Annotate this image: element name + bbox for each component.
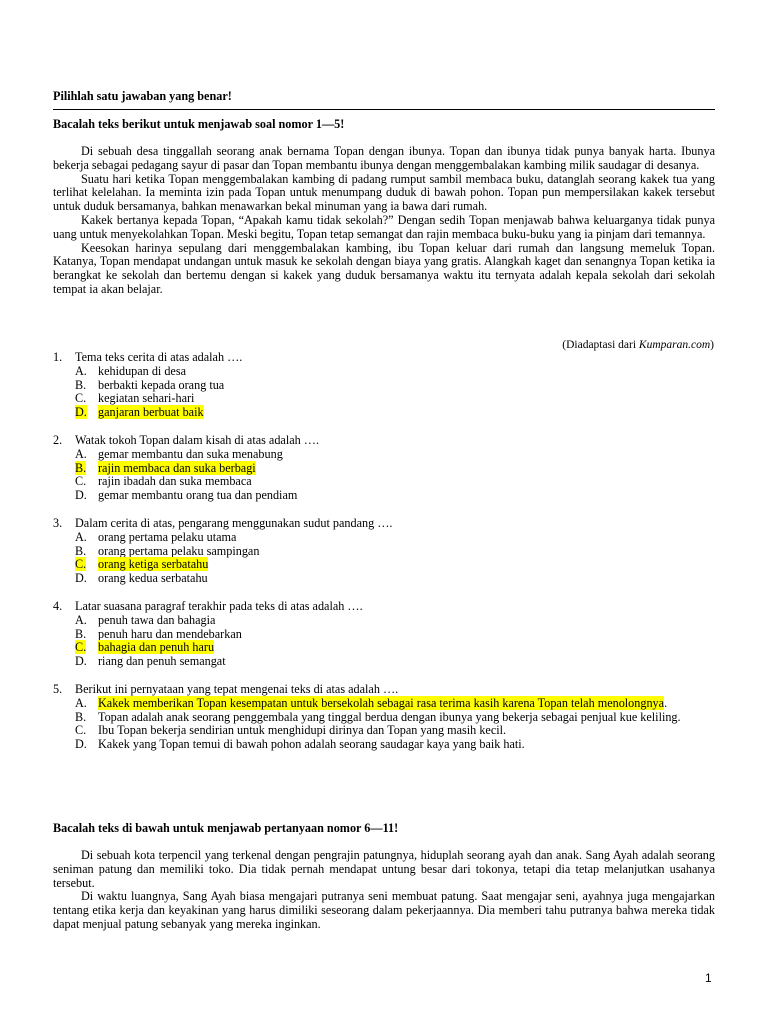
option-letter: C. [75, 474, 87, 489]
answer-option[interactable] [53, 489, 718, 503]
horizontal-rule [53, 109, 715, 110]
answer-option[interactable] [53, 655, 718, 669]
answer-option[interactable] [53, 531, 718, 545]
option-text: rajin ibadah dan suka membaca [98, 474, 252, 489]
option-text: penuh tawa dan bahagia [98, 612, 216, 627]
question-text: Latar suasana paragraf terakhir pada teks di atas adalah …. [75, 599, 363, 613]
option-text: kehidupan di desa [98, 363, 186, 378]
instruction: Pilihlah satu jawaban yang benar! [53, 89, 232, 103]
question-5 [53, 683, 718, 752]
answer-option-highlighted[interactable] [53, 406, 718, 420]
passage-paragraph: Di sebuah kota terpencil yang terkenal dengan pengrajin patungnya, hiduplah seorang ayah dan anak. Sang Ayah adalah seorang seniman patung dan memiliki toko. Dia tidak pernah mendapat untung besar dari tokonya, tetapi dia tetap melanjutkan usahanya tersebut. [53, 848, 715, 890]
question-2 [53, 434, 718, 503]
answer-option-highlighted[interactable] [53, 641, 718, 655]
option-text: orang pertama pelaku utama [98, 529, 237, 544]
option-letter: A. [75, 612, 87, 627]
answer-option[interactable] [53, 475, 718, 489]
option-text: gemar membantu dan suka menabung [98, 446, 283, 461]
question-text: Berikut ini pernyataan yang tepat mengenai teks di atas adalah …. [75, 682, 399, 696]
option-text: penuh haru dan mendebarkan [98, 626, 242, 641]
source-suffix: ) [710, 339, 714, 351]
answer-option[interactable] [53, 448, 718, 462]
answer-option[interactable] [53, 724, 718, 738]
option-letter: B. [75, 543, 87, 558]
question-text: Tema teks cerita di atas adalah …. [75, 350, 243, 364]
option-text-suffix: . [664, 695, 668, 710]
answer-option[interactable] [53, 572, 718, 586]
option-letter: B. [75, 709, 87, 724]
answer-option-highlighted[interactable] [53, 462, 718, 476]
option-letter: C. [75, 723, 87, 738]
option-text: rajin membaca dan suka berbagi [98, 460, 256, 475]
answer-option[interactable] [53, 711, 718, 725]
question-1 [53, 351, 718, 420]
option-letter: A. [75, 695, 87, 710]
option-letter: C. [75, 640, 87, 655]
question-number: 1. [53, 350, 63, 364]
page-number: 1 [705, 971, 712, 985]
option-letter: A. [75, 446, 87, 461]
option-letter: B. [75, 460, 87, 475]
option-letter: D. [75, 737, 87, 752]
option-text: berbakti kepada orang tua [98, 377, 225, 392]
question-4 [53, 600, 718, 669]
option-letter: C. [75, 557, 87, 572]
passage-paragraph: Suatu hari ketika Topan menggembalakan kambing di padang rumput sambil membaca buku, datanglah seorang kakek tua yang terlihat kelelahan. Ia meminta izin pada Topan untuk menumpang duduk di bawah pohon. Topan pun mempersilakan kakek tersebut untuk duduk bersamanya, bahkan menawarkan bekal minuman yang ia bawa dari rumah. [53, 171, 715, 214]
option-text: orang pertama pelaku sampingan [98, 543, 260, 558]
section2-passage [53, 849, 715, 932]
question-number: 5. [53, 682, 63, 696]
option-text: bahagia dan penuh haru [98, 640, 215, 655]
passage-paragraph: Kakek bertanya kepada Topan, “Apakah kamu tidak sekolah?” Dengan sedih Topan menjawab bahwa keluarganya tidak punya uang untuk menyekolahkan Topan. Meski begitu, Topan tetap semangat dan rajin membaca buku-buku yang ia pinjam dari temannya. [53, 212, 715, 241]
passage-paragraph: Di waktu luangnya, Sang Ayah biasa mengajari putranya seni membuat patung. Saat mengajar seni, ayahnya juga mengajarkan tentang etika kerja dan keyakinan yang harus dimiliki seseorang dalam pekerjaannya. Dia memberi tahu putranya bahwa mereka tidak dapat menjual patung sebanyak yang mereka inginkan. [53, 889, 715, 931]
answer-option[interactable] [53, 545, 718, 559]
option-text: Topan adalah anak seorang penggembala yang tinggal berdua dengan ibunya yang bekerja sebagai penjual kue keliling. [98, 709, 681, 724]
answer-option-highlighted[interactable] [53, 697, 718, 711]
option-text: orang kedua serbatahu [98, 571, 208, 586]
answer-option[interactable] [53, 614, 718, 628]
section2-heading: Bacalah teks di bawah untuk menjawab pertanyaan nomor 6—11! [53, 821, 399, 835]
option-text: Kakek memberikan Topan kesempatan untuk bersekolah sebagai rasa terima kasih karena Topan telah menolongnya [98, 695, 665, 710]
question-text: Watak tokoh Topan dalam kisah di atas adalah …. [75, 433, 319, 447]
option-letter: D. [75, 571, 87, 586]
option-text: Kakek yang Topan temui di bawah pohon adalah seorang saudagar kaya yang baik hati. [98, 737, 525, 752]
option-letter: B. [75, 626, 87, 641]
option-letter: D. [75, 488, 87, 503]
question-number: 2. [53, 433, 63, 447]
section1-passage [53, 145, 715, 297]
option-text: kegiatan sehari-hari [98, 391, 195, 406]
option-letter: D. [75, 405, 87, 420]
answer-option[interactable] [53, 379, 718, 393]
passage-paragraph: Di sebuah desa tinggallah seorang anak bernama Topan dengan ibunya. Topan dan ibunya tidak punya banyak harta. Ibunya bekerja sebagai pedagang sayur di pasar dan Topan membantu ibunya dengan menggembalakan kambing milik saudagar di desanya. [53, 144, 715, 172]
answer-option-highlighted[interactable] [53, 558, 718, 572]
question-number: 3. [53, 516, 63, 530]
answer-option[interactable] [53, 365, 718, 379]
option-letter: C. [75, 391, 87, 406]
option-letter: B. [75, 377, 87, 392]
option-letter: D. [75, 654, 87, 669]
option-text: orang ketiga serbatahu [98, 557, 209, 572]
source-prefix: (Diadaptasi dari [562, 339, 639, 351]
option-letter: A. [75, 363, 87, 378]
source-name: Kumparan.com [638, 339, 711, 351]
answer-option[interactable] [53, 738, 718, 752]
section1-heading: Bacalah teks berikut untuk menjawab soal nomor 1—5! [53, 117, 345, 131]
option-text: Ibu Topan bekerja sendirian untuk menghidupi dirinya dan Topan yang masih kecil. [98, 723, 507, 738]
option-text: gemar membantu orang tua dan pendiam [98, 488, 298, 503]
option-letter: A. [75, 529, 87, 544]
answer-option[interactable] [53, 392, 718, 406]
question-text: Dalam cerita di atas, pengarang menggunakan sudut pandang …. [75, 516, 393, 530]
answer-option[interactable] [53, 628, 718, 642]
option-text: riang dan penuh semangat [98, 654, 226, 669]
question-3 [53, 517, 718, 586]
question-number: 4. [53, 599, 63, 613]
option-text: ganjaran berbuat baik [98, 405, 204, 420]
passage-paragraph: Keesokan harinya sepulang dari menggembalakan kambing, ibu Topan keluar dari rumah dan langsung memeluk Topan. Katanya, Topan mendapat undangan untuk masuk ke sekolah dengan biaya yang gratis. Alangkah kaget dan senangnya Topan ketika ia berangkat ke sekolah dan bertemu dengan si kakek yang duduk bersamanya waktu itu ternyata adalah kepala sekolah dari sekolah tempat ia akan belajar. [53, 240, 715, 296]
